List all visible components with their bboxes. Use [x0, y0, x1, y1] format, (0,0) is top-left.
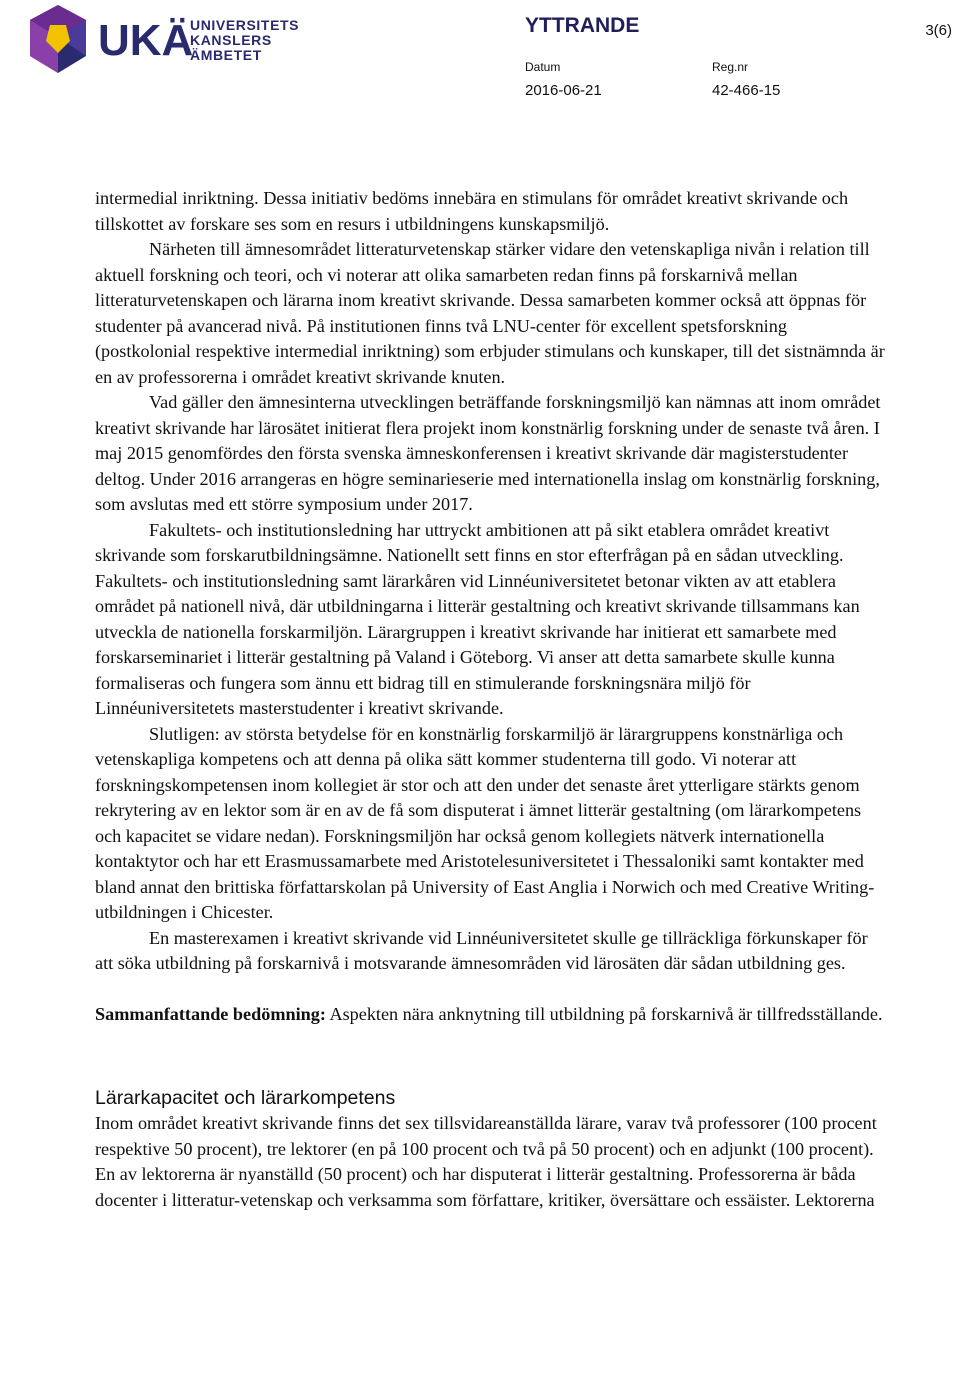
logo-wordmark — [190, 18, 299, 63]
page-number: 3(6) — [925, 22, 952, 39]
date-value: 2016-06-21 — [525, 82, 602, 99]
logo-abbr: UKÄ — [98, 16, 194, 65]
paragraph-6: En masterexamen i kreativt skrivande vid Linnéuniversitetet skulle ge tillräckliga förkunskaper för att söka utbildning på forskarnivå i motsvarande ämnesområden vid lärosäten där sådan utbildning ges. — [95, 927, 868, 973]
paragraph-7: Inom området kreativt skrivande finns det sex tillsvidareanställda lärare, varav två professorer (100 procent respektive 50 procent), tre lektorer (en på 100 procent och två på 50 procent) och en adjunkt (100 procent). En av lektorerna är nyanställd (50 procent) och har disputerat i litterär gestaltning. Professorerna är båda docenter i litteratur-vetenskap och verksamma som författare, kritiker, översättare och essäister. Lektorerna — [95, 1113, 877, 1210]
summary-assessment — [95, 1002, 885, 1028]
logo-line-3: ÄMBETET — [190, 47, 262, 63]
paragraph-1: intermedial inriktning. Dessa initiativ bedöms innebära en stimulans för området kreativt skrivande och tillskottet av forskare ses som en resurs i utbildningens kunskapsmiljö. — [95, 188, 849, 234]
paragraph-3: Vad gäller den ämnesinterna utvecklingen beträffande forskningsmiljö kan nämnas att inom området kreativt skrivande har lärosätet initierat flera projekt inom konstnärlig forskning under de senaste två åren. I maj 2015 genomfördes den första svenska ämneskonferensen i kreativt skrivande där magisterstudenter deltog. Under 2016 arrangeras en högre seminarieserie med internationella inslag om konstnärlig forskning, som avslutas med ett större symposium under 2017. — [95, 392, 881, 514]
document-type: YTTRANDE — [525, 14, 640, 37]
reg-value: 42-466-15 — [712, 82, 781, 99]
paragraph-5: Slutligen: av största betydelse för en konstnärlig forskarmiljö är lärargruppens konstnärliga och vetenskapliga kompetens och att denna på olika sätt kommer studenterna till godo. Vi noterar att forskningskompetensen inom kollegiet är stor och att den under det senaste året ytterligare stärkts genom rekrytering av en lektor som är en av de få som disputerat i ämnet litterär gestaltning (om lärarkompetens och kapacitet se vidare nedan). Forskningsmiljön har också genom kollegiets nätverk internationella kontaktytor och har ett Erasmussamarbete med Aristotelesuniversitetet i Thessaloniki samt kontakter med bland annat den brittiska författarskolan på University of East Anglia i Norwich och med Creative Writing-utbildningen i Chicester. — [95, 723, 875, 922]
summary-text: Aspekten nära anknytning till utbildning på forskarnivå är tillfredsställande. — [325, 1003, 883, 1024]
section-heading: Lärarkapacitet och lärarkompetens — [95, 1087, 396, 1109]
logo-line-1: UNIVERSITETS — [190, 17, 300, 33]
paragraph-2: Närheten till ämnesområdet litteraturvetenskap stärker vidare den vetenskapliga nivån i relation till aktuell forskning och teori, och vi noterar att olika samarbeten redan finns på forskarnivå mellan litteraturvetenskapen och lärarna inom kreativt skrivande. Dessa samarbeten kommer också att öppnas för studenter på avancerad nivå. På institutionen finns två LNU-center för excellent spetsforskning (postkolonial respektive intermedial inriktning) som erbjuder stimulans och kunskaper, till det sistnämnda är en av professorerna i området kreativt skrivande knuten. — [95, 239, 885, 387]
reg-label: Reg.nr — [712, 60, 749, 74]
paragraph-4: Fakultets- och institutionsledning har uttryckt ambitionen att på sikt etablera området kreativt skrivande som forskarutbildningsämne. Nationellt sett finns en stor efterfrågan på en sådan utveckling. Fakultets- och institutionsledning samt lärarkåren vid Linnéuniversitetet betonar vikten av att etablera området på nationell nivå, där utbildningarna i litterär gestaltning och kreativt skrivande tillsammans kan utveckla de nationella forskarmiljön. Lärargruppen i kreativt skrivande har initierat ett samarbete med forskarseminariet i litterär gestaltning på Valand i Göteborg. Vi anser att detta samarbete skulle kunna formaliseras och fungera som ännu ett bidrag till en stimulerande forskningsnära miljö för Linnéuniversitetets masterstudenter i kreativt skrivande. — [95, 519, 860, 718]
date-label: Datum — [525, 60, 561, 74]
summary-label: Sammanfattande bedömning: — [95, 1003, 326, 1024]
document-header — [0, 0, 960, 120]
document-body — [95, 186, 885, 1213]
logo-line-2: KANSLERS — [190, 32, 272, 48]
